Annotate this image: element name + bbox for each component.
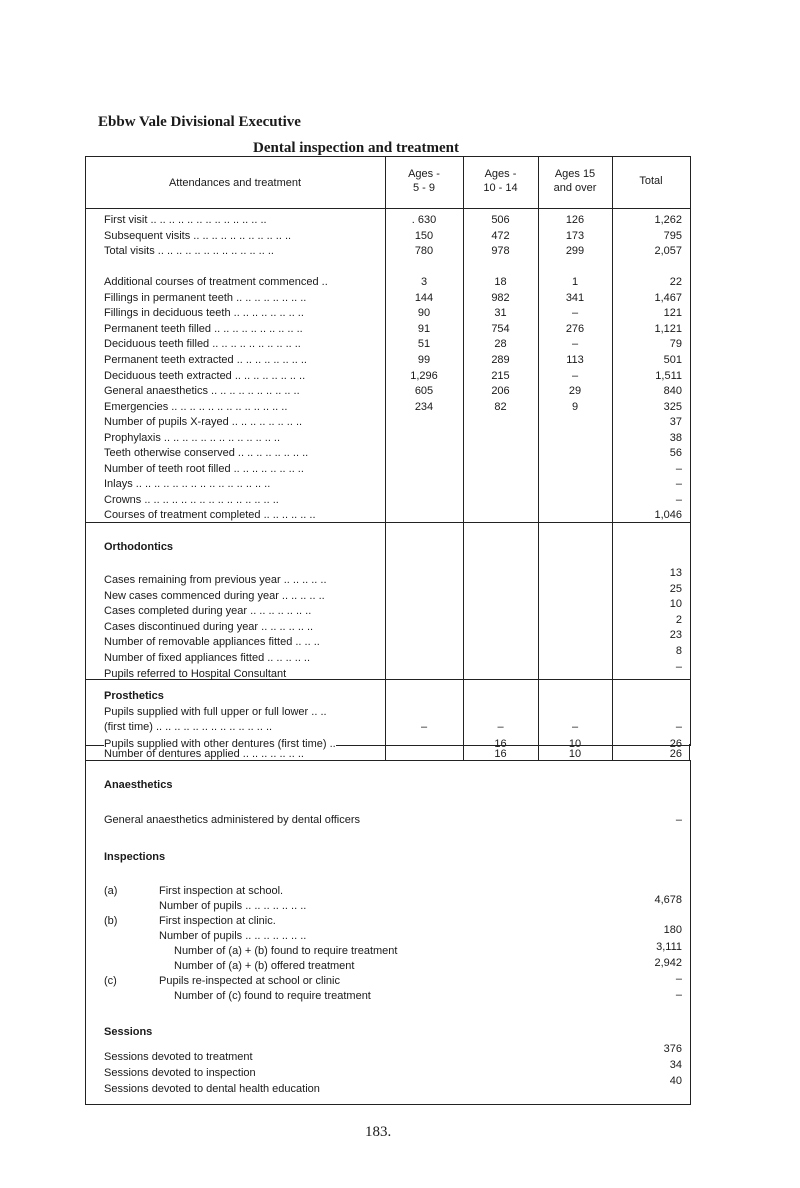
table-row-label: Number of pupils X-rayed .. .. .. .. .. .. .. .. xyxy=(104,416,303,429)
table-cell-c: – xyxy=(571,307,579,320)
prosthetics-heading: Prosthetics xyxy=(104,690,164,702)
document-title: Ebbw Vale Divisional Executive xyxy=(98,114,301,130)
table-cell-b: 28 xyxy=(494,338,507,351)
table-cell-c: – xyxy=(571,369,579,382)
outer-left-ext xyxy=(85,744,86,760)
table-cell-t: 121 xyxy=(663,307,682,320)
table-cell-a: 1,296 xyxy=(410,369,438,382)
inspections-b-line1: First inspection at clinic. xyxy=(159,915,276,927)
outer-right-ext xyxy=(689,744,690,760)
orthodontics-row-total: 10 xyxy=(669,598,682,611)
header-age1-line1: Ages - xyxy=(408,168,440,180)
table-cell-b: 506 xyxy=(491,214,510,226)
orthodontics-row-label: Cases completed during year .. .. .. .. .. .. .. xyxy=(104,605,312,618)
table-cell-t: – xyxy=(675,493,682,506)
orthodontics-row-label: Cases remaining from previous year .. .. .. .. .. xyxy=(104,574,327,586)
prosthetics-row3-label: Number of dentures applied .. .. .. .. .. .. .. xyxy=(104,748,304,760)
table-cell-a: 144 xyxy=(414,291,434,304)
table-row-label: Additional courses of treatment commenced .. xyxy=(104,276,328,289)
sessions-row-label: Sessions devoted to treatment xyxy=(104,1051,253,1063)
table-cell-c: 113 xyxy=(566,353,584,366)
table-cell-t: 1,046 xyxy=(654,509,682,522)
table-cell-t: 38 xyxy=(669,431,682,444)
sessions-row-total: 40 xyxy=(669,1075,682,1087)
sessions-heading: Sessions xyxy=(104,1026,153,1038)
table-cell-a: 234 xyxy=(414,400,434,413)
prosthetics-row1-label-line1: Pupils supplied with full upper or full lower .. .. xyxy=(104,706,327,718)
orthodontics-row-total: 23 xyxy=(669,629,682,642)
table-cell-a: 51 xyxy=(417,338,431,351)
table-cell-c: – xyxy=(571,338,579,351)
prosthetics-row2-label: Pupils supplied with other dentures (first time) .. xyxy=(104,738,336,750)
table-cell-b: 18 xyxy=(494,276,507,289)
table-cell-c: 341 xyxy=(565,291,585,304)
table-row-label: Deciduous teeth filled .. .. .. .. .. .. .. .. .. .. xyxy=(104,338,301,351)
orthodontics-row-label: New cases commenced during year .. .. .. .. .. xyxy=(104,589,325,602)
prosthetics-row1-label-line2: (first time) .. .. .. .. .. .. .. .. .. .. .. .. .. xyxy=(104,721,273,733)
anaesthetics-heading: Anaesthetics xyxy=(104,779,173,791)
table-cell-b: 215 xyxy=(491,369,510,382)
inspections-a-value: 4,678 xyxy=(654,894,682,906)
table-cell-a: 99 xyxy=(417,353,431,366)
inspections-ab-value1: 3,111 xyxy=(656,941,682,953)
table-row-label: First visit .. .. .. .. .. .. .. .. .. .. .. .. .. xyxy=(104,214,267,226)
anaesthetics-label: General anaesthetics administered by dental officers xyxy=(104,814,360,826)
inspections-b-line2: Number of pupils .. .. .. .. .. .. .. xyxy=(159,930,307,942)
table-cell-t: 840 xyxy=(663,385,682,398)
header-attendances: Attendances and treatment xyxy=(168,177,302,189)
table-row-label: Inlays .. .. .. .. .. .. .. .. .. .. .. .. .. .. .. xyxy=(104,478,271,491)
inspections-c-value2: – xyxy=(675,989,682,1001)
table-cell-t: 795 xyxy=(663,229,682,242)
prosthetics-row1-age2: – xyxy=(497,721,504,733)
table-cell-b: 206 xyxy=(491,385,510,398)
col-line-1-pros-ext xyxy=(385,744,386,760)
table-row-label: Subsequent visits .. .. .. .. .. .. .. .. .. .. .. xyxy=(104,229,292,242)
header-total: Total xyxy=(639,175,663,187)
orthodontics-row-label: Pupils referred to Hospital Consultant xyxy=(104,667,287,680)
col-line-3-pros xyxy=(538,679,539,744)
prosthetics-row3-age2: 16 xyxy=(494,748,507,760)
table-cell-b: 31 xyxy=(494,307,507,320)
table-cell-b: 82 xyxy=(494,400,507,413)
table-cell-c: 29 xyxy=(568,385,582,398)
table-cell-t: 325 xyxy=(663,400,682,413)
table-cell-t: 1,511 xyxy=(655,369,682,382)
table-row-label: Fillings in deciduous teeth .. .. .. .. .. .. .. .. xyxy=(104,307,304,320)
table-cell-c: 1 xyxy=(571,276,579,289)
table-cell-c: 126 xyxy=(565,214,585,226)
document-subtitle: Dental inspection and treatment xyxy=(253,140,459,156)
col-line-4-pros xyxy=(612,679,613,744)
table-cell-t: 22 xyxy=(669,276,682,289)
orthodontics-row-total: 13 xyxy=(669,567,682,579)
sessions-row-label: Sessions devoted to dental health education xyxy=(104,1083,320,1095)
table-cell-t: 1,121 xyxy=(654,322,682,335)
table-cell-a: 150 xyxy=(414,229,434,242)
table-row-label: Permanent teeth extracted .. .. .. .. .. .. .. .. xyxy=(104,353,307,366)
prosthetics-row3-age3: 10 xyxy=(568,748,582,760)
inspections-c-marker: (c) xyxy=(104,975,117,987)
orthodontics-row-label: Number of fixed appliances fitted .. .. .. .. .. xyxy=(104,652,311,664)
table-cell-b: 289 xyxy=(491,353,510,366)
table-cell-a: 780 xyxy=(414,245,434,258)
table-row-label: Fillings in permanent teeth .. .. .. .. .. .. .. .. xyxy=(104,291,307,304)
inspections-b-value: 180 xyxy=(663,924,682,936)
table-cell-a: 3 xyxy=(420,276,428,289)
table-cell-a: . 630 xyxy=(411,214,437,226)
table-cell-t: 1,262 xyxy=(654,214,682,226)
table-row-label: Prophylaxis .. .. .. .. .. .. .. .. .. .. .. .. .. xyxy=(104,431,281,444)
header-age1-line2: 5 - 9 xyxy=(412,182,435,194)
inspections-c-line2: Number of (c) found to require treatment xyxy=(174,990,371,1002)
table-row-label: Crowns .. .. .. .. .. .. .. .. .. .. .. .. .. .. .. xyxy=(104,493,279,506)
col-line-3-ortho xyxy=(538,522,539,679)
col-line-1-ortho xyxy=(385,522,386,679)
orthodontics-row-total: – xyxy=(675,660,682,673)
table-cell-t: 79 xyxy=(669,338,682,351)
table-cell-t: 56 xyxy=(669,447,682,460)
table-row-label: Permanent teeth filled .. .. .. .. .. .. .. .. .. .. xyxy=(104,322,303,335)
table-cell-a: 91 xyxy=(417,322,431,335)
col-line-2-pros xyxy=(463,679,464,744)
inspections-a-line2: Number of pupils .. .. .. .. .. .. .. xyxy=(159,900,307,912)
orthodontics-row-label: Cases discontinued during year .. .. .. .. .. .. xyxy=(104,620,314,633)
prosthetics-row1-age3: – xyxy=(571,721,579,733)
inspections-ab-line2: Number of (a) + (b) offered treatment xyxy=(174,960,355,972)
table-row-label: Total visits .. .. .. .. .. .. .. .. .. .. .. .. .. xyxy=(104,245,274,258)
inspections-b-marker: (b) xyxy=(104,915,118,927)
table-cell-c: 9 xyxy=(571,400,579,413)
table-row-label: Teeth otherwise conserved .. .. .. .. .. .. .. .. xyxy=(104,447,309,460)
orthodontics-row-total: 8 xyxy=(675,645,682,657)
table-cell-c: 276 xyxy=(565,322,585,335)
table-cell-t: – xyxy=(675,478,682,491)
table-cell-b: 754 xyxy=(491,322,510,335)
orthodontics-heading: Orthodontics xyxy=(104,541,174,553)
table-cell-c: 173 xyxy=(565,229,585,242)
orthodontics-row-label: Number of removable appliances fitted .. .. .. xyxy=(104,636,320,649)
sessions-row-label: Sessions devoted to inspection xyxy=(104,1067,256,1079)
prosthetics-row2-age3: 10 xyxy=(568,738,582,750)
inspections-a-marker: (a) xyxy=(104,885,118,897)
header-age3-line1: Ages 15 xyxy=(554,168,596,180)
page-number: 183. xyxy=(365,1124,392,1140)
sessions-row-total: 34 xyxy=(669,1059,682,1071)
table-cell-a: 90 xyxy=(417,307,431,320)
prosthetics-row1-age1: – xyxy=(420,721,428,733)
table-cell-t: – xyxy=(675,462,682,475)
table-cell-t: 2,057 xyxy=(654,245,682,258)
prosthetics-row2-age2: 16 xyxy=(494,738,507,750)
prosthetics-row3-total: 26 xyxy=(669,748,682,760)
header-divider xyxy=(85,208,690,209)
sessions-row-total: 376 xyxy=(663,1043,682,1055)
col-line-1-pros xyxy=(385,679,386,744)
header-age3-line2: and over xyxy=(553,182,597,194)
table-row-label: Number of teeth root filled .. .. .. .. .. .. .. .. xyxy=(104,462,304,475)
table-cell-t: 1,467 xyxy=(654,291,682,304)
inspections-c-value1: – xyxy=(675,973,682,985)
inspections-a-line1: First inspection at school. xyxy=(159,885,284,897)
table-cell-b: 472 xyxy=(491,229,510,242)
table-cell-t: 501 xyxy=(663,353,682,366)
inspections-heading: Inspections xyxy=(104,851,166,863)
table-cell-b: 982 xyxy=(491,291,510,304)
inspections-ab-value2: 2,942 xyxy=(654,957,682,969)
orthodontics-row-total: 25 xyxy=(669,582,682,595)
inspections-c-line1: Pupils re-inspected at school or clinic xyxy=(159,975,340,987)
table-cell-a: 605 xyxy=(414,385,434,398)
table-cell-t: 37 xyxy=(669,416,682,429)
table-row-label: Courses of treatment completed .. .. .. .. .. .. xyxy=(104,509,316,522)
header-age2-line1: Ages - xyxy=(484,168,517,180)
anaesthetics-value: – xyxy=(675,814,682,826)
table-row-label: Emergencies .. .. .. .. .. .. .. .. .. .. .. .. .. xyxy=(104,400,288,413)
table-cell-c: 299 xyxy=(565,245,585,258)
header-age2-line2: 10 - 14 xyxy=(483,182,518,194)
inspections-ab-line1: Number of (a) + (b) found to require treatment xyxy=(174,945,398,957)
table-row-label: Deciduous teeth extracted .. .. .. .. .. .. .. .. xyxy=(104,369,306,382)
orthodontics-row-total: 2 xyxy=(675,613,682,626)
prosthetics-row2-total: 26 xyxy=(669,738,682,750)
table-cell-b: 978 xyxy=(491,245,510,258)
prosthetics-row1-total: – xyxy=(675,721,682,733)
col-line-2-ortho xyxy=(463,522,464,679)
table-row-label: General anaesthetics .. .. .. .. .. .. .. .. .. .. xyxy=(104,385,300,398)
